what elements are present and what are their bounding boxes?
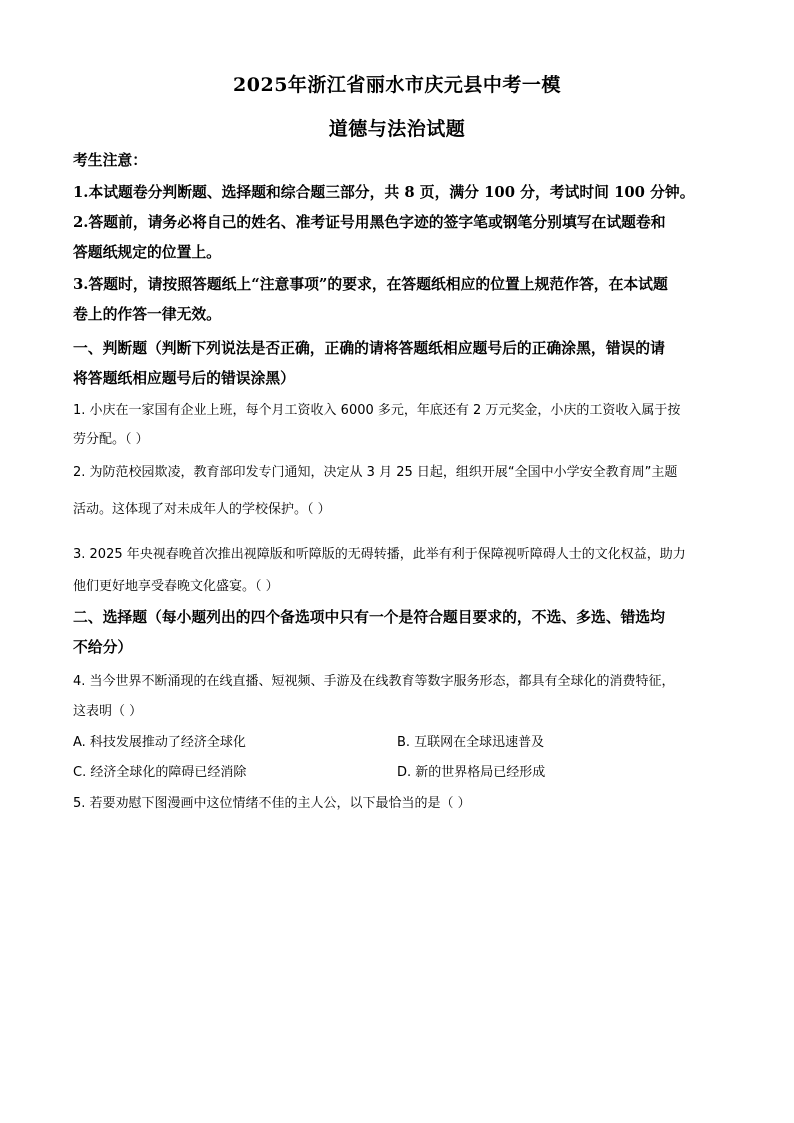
exam-title: 2025年浙江省丽水市庆元县中考一模	[233, 74, 561, 96]
question-1-line-2: 劳分配。（ ）	[73, 432, 149, 447]
question-4-option-d: D. 新的世界格局已经形成	[397, 765, 546, 780]
question-4-option-b: B. 互联网在全球迅速普及	[397, 735, 545, 750]
question-2-line-1: 2. 为防范校园欺凌，教育部印发专门通知，决定从 3 月 25 日起，组织开展“全国中小学安全教育周”主题	[73, 465, 678, 480]
exam-subtitle: 道德与法治试题	[328, 118, 466, 140]
question-4-line-1: 4. 当今世界不断涌现的在线直播、短视频、手游及在线教育等数字服务形态，都具有全球化的消费特征，	[73, 674, 675, 689]
notice-item-2-line-2: 答题纸规定的位置上。	[73, 244, 221, 261]
question-5-line-1: 5. 若要劝慰下图漫画中这位情绪不佳的主人公，以下最恰当的是（ ）	[73, 796, 471, 811]
section-1-heading-line-2: 将答题纸相应题号后的错误涂黑）	[73, 370, 295, 387]
section-1-heading-line-1: 一、判断题（判断下列说法是否正确，正确的请将答题纸相应题号后的正确涂黑，错误的请	[73, 340, 665, 357]
question-1-line-1: 1. 小庆在一家国有企业上班，每个月工资收入 6000 多元，年底还有 2 万元奖金，小庆的工资收入属于按	[73, 403, 681, 418]
question-4-option-c: C. 经济全球化的障碍已经消除	[73, 765, 247, 780]
section-2-heading-line-1: 二、选择题（每小题列出的四个备选项中只有一个是符合题目要求的，不选、多选、错选均	[73, 609, 665, 626]
notice-item-3-line-1: 3.答题时，请按照答题纸上“注意事项”的要求，在答题纸相应的位置上规范作答，在本试题	[73, 276, 668, 293]
question-4-line-2: 这表明（ ）	[73, 704, 143, 719]
question-3-line-2: 他们更好地享受春晚文化盛宴。（ ）	[73, 579, 279, 594]
notice-item-3-line-2: 卷上的作答一律无效。	[73, 306, 221, 323]
section-2-heading-line-2: 不给分）	[73, 639, 133, 656]
notice-item-2-line-1: 2.答题前，请务必将自己的姓名、准考证号用黑色字迹的签字笔或钢笔分别填写在试题卷和	[73, 214, 666, 231]
notice-item-1: 1.本试题卷分判断题、选择题和综合题三部分，共 8 页，满分 100 分，考试时间 100 分钟。	[73, 184, 695, 201]
notice-heading: 考生注意：	[73, 152, 147, 169]
question-3-line-1: 3. 2025 年央视春晚首次推出视障版和听障版的无碍转播，此举有利于保障视听障碍人士的文化权益，助力	[73, 547, 686, 562]
question-4-option-a: A. 科技发展推动了经济全球化	[73, 735, 246, 750]
question-2-line-2: 活动。这体现了对未成年人的学校保护。（ ）	[73, 502, 331, 517]
